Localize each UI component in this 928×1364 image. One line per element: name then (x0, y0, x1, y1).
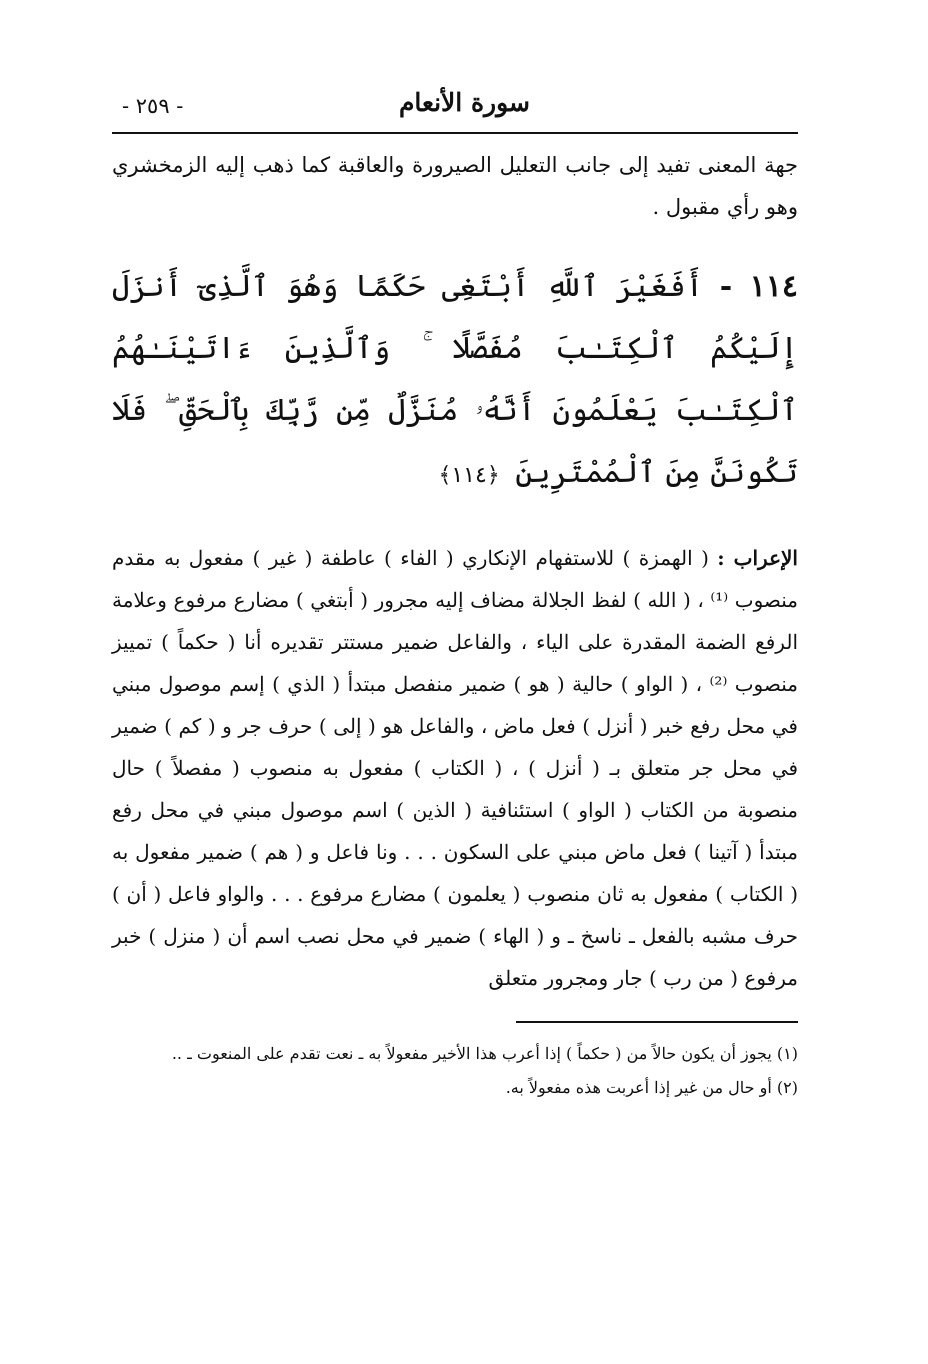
footnote-2: (٢) أو حال من غير إذا أعربت هذه مفعولاً به. (505, 1078, 798, 1097)
verse-end-mark: ﴿١١٤﴾ (438, 463, 500, 488)
irab-text: ( الهمزة ) للاستفهام الإنكاري ( الفاء ) عاطفة ( غير ) مفعول به مقدم منصوب ⁽¹⁾ ، ( الله ) لفظ الجلالة مضاف إليه مجرور ( أبتغي ) مضارع مرفوع وعلامة الرفع الضمة المقدرة على الياء ، والفاعل ضمير مستتر تقديره أنا ( حكماً ) تمييز منصوب ⁽²⁾ ، ( الواو ) حالية ( هو ) ضمير منفصل مبتدأ ( الذي ) إسم موصول مبني في محل رفع خبر ( أنزل ) فعل ماض ، والفاعل هو ( إلى ) حرف جر و ( كم ) ضمير في محل جر متعلق بـ ( أنزل ) ، ( الكتاب ) مفعول به منصوب ( مفصلاً ) حال منصوبة من الكتاب ( الواو ) استئنافية ( الذين ) اسم موصول مبني في محل رفع مبتدأ ( آتينا ) فعل ماض مبني على السكون . . . ونا فاعل و ( هم ) ضمير مفعول به ( الكتاب ) مفعول به ثان منصوب ( يعلمون ) مضارع مرفوع . . . والواو فاعل ( أن ) حرف مشبه بالفعل ـ ناسخ ـ و ( الهاء ) ضمير في محل نصب اسم أن ( منزل ) خبر مرفوع ( من رب ) جار ومجرور متعلق (112, 546, 798, 990)
header-rule (112, 132, 798, 134)
footnote-1: (١) يجوز أن يكون حالاً من ( حكماً ) إذا أعرب هذا الأخير مفعولاً به ـ نعت تقدم على المنعوت ـ .. (171, 1044, 798, 1063)
intro-paragraph: جهة المعنى تفيد إلى جانب التعليل الصيرورة والعاقبة كما ذهب إليه الزمخشري وهو رأي مقبول . (112, 153, 798, 219)
verse-text: أَفَغَيْرَ ٱللَّهِ أَبْتَغِى حَكَمًا وَهُوَ ٱلَّذِىٓ أَنزَلَ إِلَيْكُمُ ٱلْكِتَـٰبَ مُفَصَّلًا ۚ وَٱلَّذِينَ ءَاتَيْنَـٰهُمُ ٱلْكِتَـٰبَ يَعْلَمُونَ أَنَّهُۥ مُنَزَّلٌ مِّن رَّبِّكَ بِٱلْحَقِّ ۖ فَلَا تَكُونَنَّ مِنَ ٱلْمُمْتَرِينَ (112, 269, 798, 490)
page-header (112, 84, 798, 130)
book-page (112, 84, 798, 1105)
quran-verse (112, 256, 798, 507)
irab-paragraph (112, 537, 798, 999)
page-number: - ٢٥٩ - (122, 94, 184, 118)
irab-label: الإعراب : (717, 546, 798, 570)
footnotes (112, 1037, 798, 1105)
verse-number: ١١٤ - (719, 269, 798, 304)
surah-title: سورة الأنعام (398, 88, 530, 117)
footnote-rule (516, 1021, 798, 1023)
